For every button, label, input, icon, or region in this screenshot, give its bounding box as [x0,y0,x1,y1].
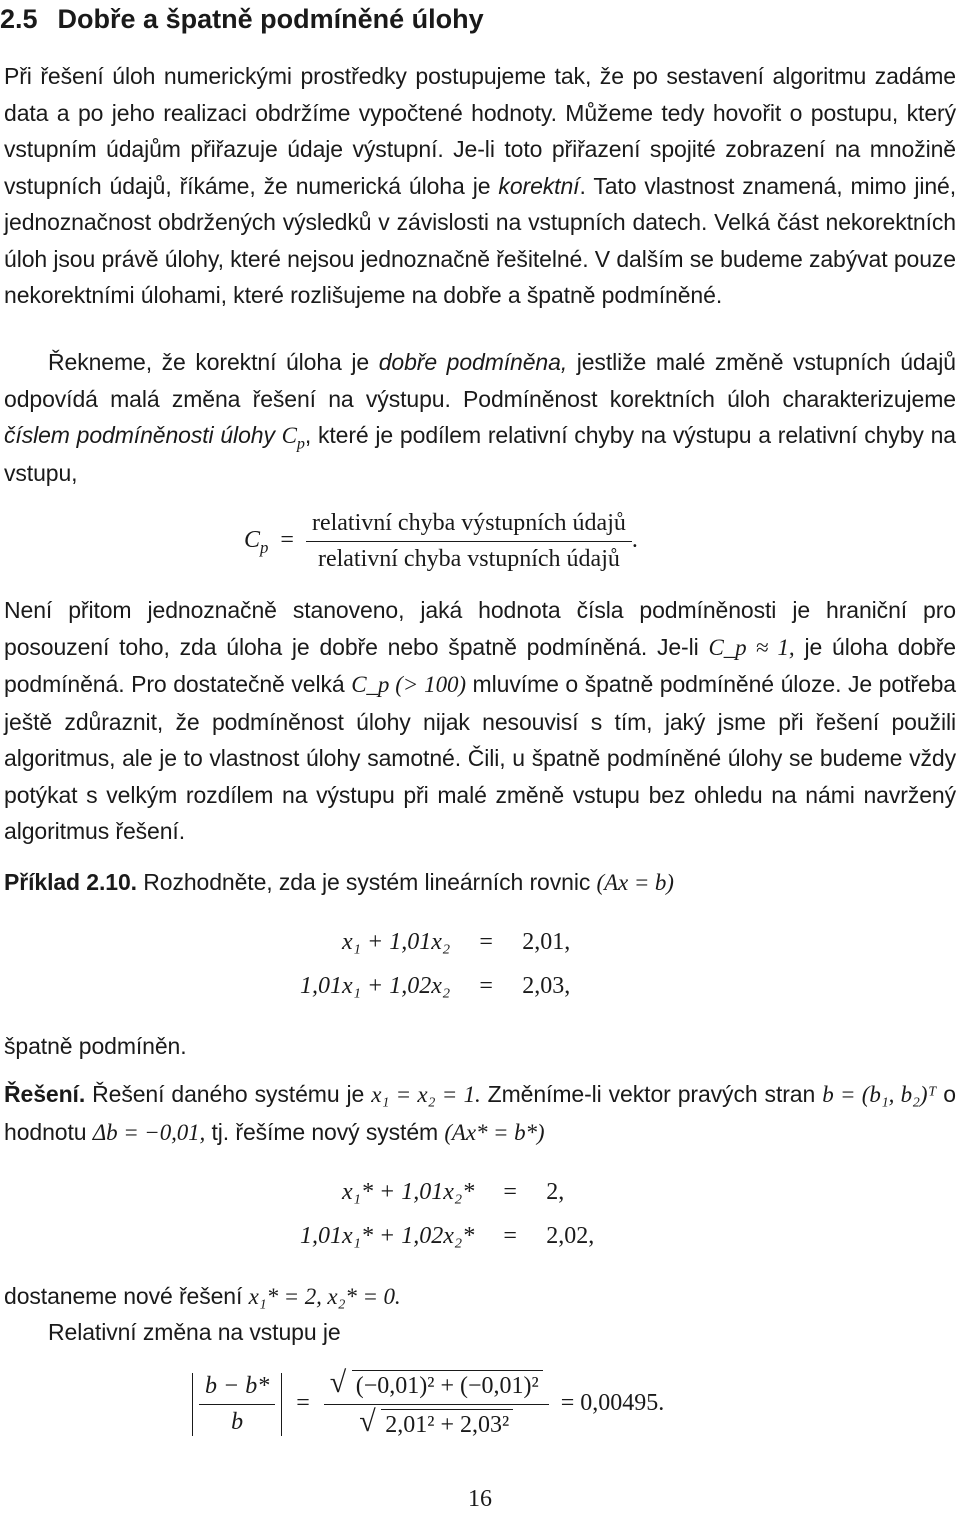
section-heading [0,2,484,36]
term-cislo-podminenosti: číslem podmíněnosti úlohy [4,422,275,448]
math-vector-b: b = (b₁, b₂)ᵀ [822,1082,937,1107]
equation-system-perturbed [300,1170,594,1258]
solution-text-d: tj. řešíme nový systém [211,1118,439,1145]
term-korektni: korektní [498,172,580,199]
para3-text-a: Není přitom jednoznačně stanoveno, jaká hodnota čísla podmíněnosti je hraniční pro posouzení toho, zda úloha je dobře nebo špatně podmíněná. Je-li [4,597,956,660]
example-system: (Ax = b) [596,870,674,895]
formula-eq-sign: = [280,527,294,554]
para1-text-b: . Tato vlastnost znamená, mimo jiné, jednoznačnost obdržených výsledků v závislosti na vstupních datech. Velká část nekorektních úloh jsou právě úlohy, které nejsou jednoznačně řešitelné. V dalším se budeme zabývat pouze nekorektními úlohami, které rozlišujeme na dobře a špatně podmíněné. [4,172,957,308]
formula-lhs: $C_p$ [244,527,269,557]
math-solution: x₁ = x₂ = 1. [371,1082,481,1107]
formula-relative-change [192,1366,665,1439]
sqrt-denominator: √ 2,01² + 2,03² [359,1409,513,1439]
solution-text-b: Změníme-li vektor pravých stran [487,1081,816,1107]
relative-change-result: = 0,00495. [560,1390,665,1417]
solution-new-result [4,1278,956,1316]
math-delta-b: Δb = −0,01, [92,1119,206,1145]
para2-text-c: , které je podílem relativní chyby na výstupu a relativní chyby na vstupu, [4,422,956,486]
para2-text-a: Řekneme, že korektní úloha je [48,349,379,375]
para2-text-b: jestliže malé změně vstupních údajů odpovídá malá změna řešení na výstupu. Podmíněnost korektních úloh charakterizujeme [4,349,956,412]
example-label: Příklad 2.10. [4,869,137,895]
para3-text-c: mluvíme o špatně podmíněné úloze. Je potřeba ještě zdůraznit, že podmíněnost úlohy nijak nesouvisí s tím, jaký jsme při řešení použili algoritmus, ale je to vlastnost úlohy samotné. Čili, u špatně podmíněné úlohy se budeme vždy potýkat s velkým rozdílem na výstupu při malé změně vstupu bez ohledu na námi navržený algoritmus řešení. [4,671,956,844]
formula-condition-number [244,510,638,573]
example-text: Rozhodněte, zda je systém lineárních rovnic [143,869,591,895]
paragraph-discussion [4,592,956,850]
symbol-cp: $C_p$ [281,423,305,453]
solution-text-a: Řešení daného systému je [92,1081,365,1107]
relative-change-intro: Relativní změna na vstupu je [48,1319,341,1345]
equation-row: 1,01x₁ + 1,02x₂ = 2,03, [300,972,571,999]
equation-row: x₁* + 1,01x₂* = 2, [342,1178,565,1205]
math-new-system: (Ax* = b*) [444,1119,545,1145]
formula-fraction [306,510,632,573]
formula-numerator: relativní chyba výstupních údajů [306,510,632,542]
eq-sign: = [296,1390,310,1417]
equation-system-original [300,920,570,1008]
formula-period: . [631,527,638,554]
solution-after-text: dostaneme nové řešení [4,1283,243,1309]
paragraph-intro [4,58,956,314]
term-dobre-podminena: dobře podmíněna, [378,349,568,375]
equation-row: x₁ + 1,01x₂ = 2,01, [342,928,571,955]
para1-text-a: Při řešení úloh numerickými prostředky postupujeme tak, že po sestavení algoritmu zadáme data a po jeho realizaci obdržíme vypočtené hodnoty. Můžeme tedy hovořit o postupu, který vstupním údajům přiřazuje údaje výstupní. Je-li toto přiřazení spojité zobrazení na množině vstupních údajů, říkáme, že numerická úloha je [4,63,956,199]
solution-text-c: o hodnotu [4,1081,956,1145]
page-number: 16 [468,1486,492,1512]
section-number: 2.5 [0,4,38,34]
math-cp-approx: C_p ≈ 1, [708,634,795,660]
solution-paragraph [4,1076,956,1151]
equation-row: 1,01x₁* + 1,02x₂* = 2,02, [300,1222,595,1249]
math-cp-condition: C_p (> 100) [351,672,466,697]
sqrt-numerator: √ (−0,01)² + (−0,01)² [330,1370,543,1400]
solution-label: Řešení. [4,1081,86,1107]
absolute-value [192,1373,282,1436]
fraction-b-bstar: $\frac{b - b*}{b}$ [199,1373,275,1436]
para3-text-b: je úloha dobře podmíněná. Pro dostatečně velká [4,633,956,697]
example-statement [4,864,956,902]
fraction-sqrt [324,1366,549,1439]
paragraph-definition [4,344,956,491]
example-tail: špatně podmíněn. [4,1033,187,1059]
formula-denominator: relativní chyba vstupních údajů [317,546,620,572]
section-title: Dobře a špatně podmíněné úlohy [57,4,484,34]
math-new-solution: x₁* = 2, x₂* = 0. [248,1284,401,1309]
